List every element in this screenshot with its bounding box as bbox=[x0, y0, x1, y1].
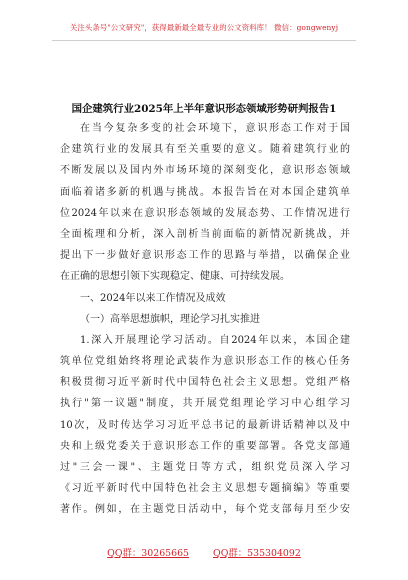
body-line: 积极贯彻习近平新时代中国特色社会主义思想。党组严格 bbox=[60, 377, 350, 389]
body-line: 企建筑行业的发展具有至关重要的意义。随着建筑行业的 bbox=[60, 144, 350, 156]
promo-banner[interactable]: 关注头条号"公文研究"，获得最新最全最专业的公文资料库！ 微信：gongwenyj bbox=[69, 23, 339, 32]
body-line: 在当今复杂多变的社会环境下，意识形态工作对于国 bbox=[80, 123, 350, 134]
footer-contact bbox=[0, 545, 408, 559]
banner-divider bbox=[52, 40, 356, 41]
body-line: 执行"第一议题"制度，共开展党组理论学习中心组学习 bbox=[60, 398, 350, 410]
body-line: 在正确的思想引领下实现稳定、健康、可持续发展。 bbox=[60, 271, 290, 283]
body-line: 著作。例如，在主题党日活动中，每个党支部每月至少安 bbox=[60, 504, 350, 516]
document-title: 国企建筑行业2025年上半年意识形态领域形势研判报告1 bbox=[71, 103, 337, 115]
qq-group-link-1[interactable]: QQ群：30265665 bbox=[107, 548, 190, 559]
body-line: 提出下一步做好意识形态工作的思路与举措，以确保企业 bbox=[60, 250, 350, 262]
document-body bbox=[60, 118, 350, 521]
qq-group-link-2[interactable]: QQ群：535304092 bbox=[213, 548, 301, 559]
subsection-heading: （一）高举思想旗帜，理论学习扎实推进 bbox=[80, 313, 260, 325]
body-line: 全面梳理和分析，深入剖析当前面临的新情况新挑战，并 bbox=[60, 228, 350, 240]
body-line: 过"三会一课"、主题党日等方式，组织党员深入学习 bbox=[60, 462, 350, 473]
section-heading: 一、2024年以来工作情况及成效 bbox=[80, 292, 226, 304]
body-line: 不断发展以及国内外市场环境的深刻变化，意识形态领域 bbox=[60, 165, 350, 177]
body-line: 《习近平新时代中国特色社会主义思想专题摘编》等重要 bbox=[60, 483, 350, 495]
body-line: 筑单位党组始终将理论武装作为意识形态工作的核心任务 bbox=[60, 356, 350, 368]
body-line: 央和上级党委关于意识形态工作的重要部署。各党支部通 bbox=[60, 440, 350, 452]
body-line: 位2024年以来在意识形态领域的发展态势、工作情况进行 bbox=[60, 207, 350, 219]
body-line: 10次，及时传达学习习近平总书记的最新讲话精神以及中 bbox=[60, 419, 350, 431]
body-line: 面临着诸多新的机遇与挑战。本报告旨在对本国企建筑单 bbox=[60, 186, 350, 198]
body-line: 1.深入开展理论学习活动。自2024年以来，本国企建 bbox=[80, 334, 350, 346]
